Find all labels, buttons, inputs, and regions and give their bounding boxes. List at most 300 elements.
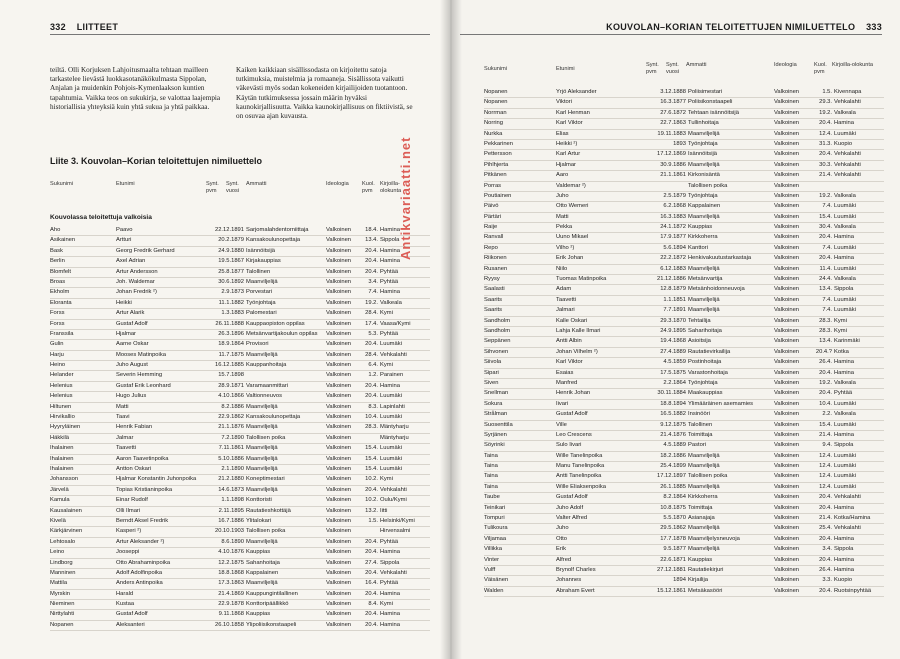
- table-row: [484, 88, 884, 98]
- table-row: [50, 382, 430, 392]
- table-row: [50, 444, 430, 454]
- cell-surname: Kausalainen: [50, 507, 82, 514]
- col-header-sukunimi: Sukunimi: [50, 181, 74, 187]
- left-running-head: LIITTEET: [76, 22, 119, 32]
- cell-firstname: Johan Fredrik ²): [116, 289, 157, 296]
- cell-surname: Saarits: [484, 307, 503, 314]
- cell-death: 20.4.: [819, 255, 832, 262]
- table-row: [50, 278, 430, 288]
- col-header-kuol-pvm: Kuol. pvm: [362, 181, 375, 194]
- cell-occupation: Maanviljelijä: [688, 452, 720, 459]
- cell-birth: 22.2.1872: [660, 255, 686, 262]
- cell-registered: Kymi: [834, 327, 847, 334]
- cell-death: 28.4.: [365, 310, 378, 317]
- cell-death: 20.4.: [819, 390, 832, 397]
- right-running-header: [460, 22, 882, 35]
- cell-occupation: Kauppanhoitaja: [246, 362, 287, 369]
- cell-registered: Mäntyharju: [380, 424, 409, 431]
- cell-occupation: Maanviljelijä: [688, 525, 720, 532]
- cell-registered: Mäntyharju: [380, 434, 409, 441]
- cell-registered: Hamina: [834, 535, 854, 542]
- col-header-synt-vuosi-r: Synt. vuosi: [666, 62, 680, 75]
- table-row: [50, 330, 430, 340]
- cell-death: 20.4.: [819, 151, 832, 158]
- cell-birth: 26.3.1896: [218, 330, 244, 337]
- cell-birth: 17.7.1878: [660, 535, 686, 542]
- col-header-kirjoilla: Kirjoilla-olokunta: [380, 181, 402, 194]
- cell-birth: 1.1.1898: [221, 497, 244, 504]
- cell-firstname: Heikki ²): [556, 140, 578, 147]
- cell-death: 20.4.?: [815, 348, 832, 355]
- cell-ideology: Valkoinen: [774, 525, 800, 532]
- cell-firstname: Aaro: [556, 172, 569, 179]
- cell-death: 20.4.: [819, 120, 832, 127]
- cell-ideology: Valkoinen: [774, 348, 800, 355]
- cell-birth: 16.3.1877: [660, 99, 686, 106]
- cell-firstname: Heikki: [116, 299, 132, 306]
- cell-ideology: Valkoinen: [774, 421, 800, 428]
- table-row: [50, 559, 430, 569]
- cell-surname: Taina: [484, 452, 498, 459]
- cell-surname: Ihalainen: [50, 445, 74, 452]
- table-row: [484, 462, 884, 472]
- cell-death: 20.4.: [365, 393, 378, 400]
- cell-registered: Vehkalahti: [834, 99, 861, 106]
- cell-occupation: Työnjohtaja: [688, 192, 718, 199]
- cell-occupation: Metsänvartijakoulun oppilas: [246, 330, 318, 337]
- cell-occupation: Maanviljelijä: [688, 296, 720, 303]
- table-row: [50, 247, 430, 257]
- cell-occupation: Kauppias: [688, 224, 713, 231]
- cell-occupation: Poliisikonstaapeli: [688, 99, 733, 106]
- cell-firstname: Karl Viktor: [556, 359, 583, 366]
- cell-registered: Vehkalahti: [380, 486, 407, 493]
- table-row: [50, 600, 430, 610]
- cell-firstname: Juho: [556, 525, 569, 532]
- cell-surname: Pihlhjerta: [484, 161, 509, 168]
- cell-firstname: Antton Oskari: [116, 465, 152, 472]
- cell-occupation: Maanviljelijä: [688, 546, 720, 553]
- cell-surname: Johansson: [50, 476, 79, 483]
- cell-firstname: Hjalmar Konstantin Juhonpoika: [116, 476, 197, 483]
- table-row: [484, 213, 884, 223]
- cell-registered: Hamina: [834, 431, 854, 438]
- cell-registered: Luumäki: [834, 400, 856, 407]
- cell-surname: Helenius: [50, 382, 73, 389]
- cell-firstname: Vilho ²): [556, 244, 575, 251]
- cell-death: 28.3.: [819, 317, 832, 324]
- cell-ideology: Valkoinen: [326, 278, 352, 285]
- cell-occupation: Talollinen: [246, 268, 271, 275]
- cell-ideology: Valkoinen: [774, 161, 800, 168]
- cell-registered: Sippola: [380, 559, 400, 566]
- cell-birth: 2.1.1890: [221, 465, 244, 472]
- table-row: [484, 514, 884, 524]
- cell-birth: 21.1.1861: [660, 172, 686, 179]
- cell-registered: Karinmäki: [834, 338, 860, 345]
- cell-surname: Asikainen: [50, 237, 76, 244]
- cell-firstname: Johan Vilhelm ²): [556, 348, 598, 355]
- cell-ideology: Valkoinen: [326, 414, 352, 421]
- cell-ideology: Valkoinen: [326, 559, 352, 566]
- cell-ideology: Valkoinen: [326, 507, 352, 514]
- cell-registered: Hamina: [380, 611, 400, 618]
- appendix-title: Liite 3. Kouvolan–Korian teloitettujen nimiluettelo: [50, 156, 263, 166]
- cell-ideology: Valkoinen: [326, 351, 352, 358]
- cell-firstname: Antti Tanelinpoika: [556, 473, 602, 480]
- cell-birth: 15.12.1861: [656, 587, 686, 594]
- cell-ideology: Valkoinen: [326, 268, 352, 275]
- cell-firstname: Gustaf Adolf: [556, 411, 588, 418]
- cell-occupation: Tullinhoitaja: [688, 120, 719, 127]
- cell-birth: 30.11.1884: [657, 390, 686, 397]
- cell-firstname: Erik Johan: [556, 255, 584, 262]
- cell-birth: 1894: [673, 577, 686, 584]
- cell-registered: Hamina: [380, 621, 400, 628]
- cell-ideology: Valkoinen: [326, 341, 352, 348]
- cell-death: 20.4.: [365, 247, 378, 254]
- cell-occupation: Kauppias: [246, 611, 271, 618]
- cell-ideology: Valkoinen: [774, 452, 800, 459]
- cell-occupation: Rautatieshkottäjä: [246, 507, 291, 514]
- cell-death: 1.5.: [822, 89, 832, 95]
- cell-firstname: Axel Adrian: [116, 258, 146, 265]
- cell-surname: Seppänen: [484, 338, 511, 345]
- cell-ideology: Valkoinen: [326, 237, 352, 244]
- left-running-header: [50, 22, 430, 35]
- cell-registered: Hamina: [380, 289, 400, 296]
- cell-birth: 2.11.1895: [218, 507, 244, 514]
- cell-surname: Ihalainen: [50, 465, 74, 472]
- cell-ideology: Valkoinen: [774, 140, 800, 147]
- cell-ideology: Valkoinen: [326, 569, 352, 576]
- cell-ideology: Valkoinen: [326, 372, 352, 379]
- cell-firstname: Kustaa: [116, 601, 135, 608]
- cell-occupation: Talollisen poika: [688, 182, 728, 189]
- cell-firstname: Otto Abrahaminpoika: [116, 559, 171, 566]
- cell-surname: Mattila: [50, 580, 68, 587]
- cell-occupation: Rautatievirkailija: [688, 348, 731, 355]
- cell-firstname: Artturi: [116, 237, 132, 244]
- cell-birth: 22.9.1878: [218, 601, 244, 608]
- cell-death: 21.4.: [819, 172, 832, 179]
- cell-ideology: Valkoinen: [774, 89, 800, 95]
- table-row: [484, 493, 884, 503]
- cell-surname: Vulff: [484, 566, 496, 573]
- table-row: [484, 556, 884, 566]
- cell-birth: 6.2.1868: [663, 203, 686, 210]
- cell-registered: Kotka/Hamina: [834, 515, 871, 522]
- table-row: [484, 431, 884, 441]
- table-row: [50, 527, 430, 537]
- cell-surname: Pettersson: [484, 151, 512, 158]
- cell-death: 19.2.: [819, 192, 832, 199]
- cell-birth: 8.2.1886: [221, 403, 244, 410]
- cell-death: 20.4.: [819, 369, 832, 376]
- cell-occupation: Talollisen poika: [688, 473, 728, 480]
- cell-birth: 22.6.1871: [660, 556, 686, 563]
- cell-birth: 27.6.1872: [660, 109, 686, 116]
- cell-ideology: Valkoinen: [326, 465, 352, 472]
- cell-registered: Kuopio: [834, 577, 853, 584]
- cell-surname: Nopanen: [484, 99, 508, 106]
- cell-birth: 2.2.1864: [663, 379, 686, 386]
- cell-birth: 19.11.1883: [657, 130, 686, 137]
- cell-registered: Hamina: [834, 120, 854, 127]
- cell-death: 1.2.: [368, 372, 378, 379]
- table-row: [484, 306, 884, 316]
- cell-ideology: Valkoinen: [774, 442, 800, 449]
- cell-firstname: Henrik Johan: [556, 390, 591, 397]
- cell-firstname: Hugo Julius: [116, 393, 147, 400]
- cell-registered: Luumäki: [380, 465, 402, 472]
- table-row: [484, 265, 884, 275]
- cell-firstname: Lahja Kalle Ilmari: [556, 327, 601, 334]
- cell-death: 16.4.: [365, 580, 378, 587]
- cell-registered: Hamina: [834, 255, 854, 262]
- cell-death: 13.4.: [819, 286, 832, 293]
- cell-occupation: Isännöitsijä: [688, 151, 718, 158]
- cell-surname: Saarits: [484, 296, 503, 303]
- intro-column-1: teiltä. Olli Korjuksen Lahjoitusmaalta tehtaan mailleen tarkastelee lievästä luokkasotanäkökulmasta Sippolan, Anjalan ja muidenkin Pohjois-Kymenlaakson kuntien tapahtumia. Vaikka teos on sukukirja, se valottaa laajempia historiallisia yhteyksiä kuin yhtä sukua ja yhtä paikkaa.: [50, 66, 221, 111]
- cell-firstname: Harald: [116, 590, 134, 597]
- table-row: [484, 358, 884, 368]
- cell-ideology: Valkoinen: [774, 369, 800, 376]
- cell-ideology: Valkoinen: [326, 445, 352, 452]
- cell-ideology: Valkoinen: [774, 577, 800, 584]
- cell-firstname: Henrik Fabian: [116, 424, 153, 431]
- cell-surname: Sipari: [484, 369, 499, 376]
- table-row: [50, 465, 430, 475]
- section-title: Kouvolassa teloitettuja valkoisia: [50, 214, 152, 221]
- cell-surname: Sokura: [484, 400, 503, 407]
- cell-ideology: Valkoinen: [774, 400, 800, 407]
- cell-occupation: Tehtailija: [688, 317, 711, 324]
- cell-firstname: Juho: [556, 192, 569, 199]
- cell-surname: Väisänen: [484, 577, 509, 584]
- cell-birth: 11.1.1882: [218, 299, 244, 306]
- cell-surname: Manninen: [50, 569, 76, 576]
- cell-firstname: Karl Artur: [556, 151, 581, 158]
- cell-death: 21.4.: [819, 515, 832, 522]
- cell-death: 8.4.: [368, 601, 378, 608]
- cell-birth: 20.10.1903: [214, 528, 244, 535]
- cell-death: 28.4.: [365, 351, 378, 358]
- cell-registered: Vehkalahti: [834, 172, 861, 179]
- cell-firstname: Matti: [116, 403, 129, 410]
- cell-firstname: Matti: [556, 213, 569, 220]
- cell-birth: 30.6.1892: [218, 278, 244, 285]
- table-row: [484, 576, 884, 586]
- cell-birth: 9.5.1877: [663, 546, 686, 553]
- cell-surname: Lindborg: [50, 559, 73, 566]
- cell-ideology: Valkoinen: [326, 601, 352, 608]
- cell-death: 15.4.: [819, 421, 832, 428]
- cell-birth: 28.9.1871: [218, 382, 244, 389]
- cell-death: 24.4.: [819, 276, 832, 283]
- cell-ideology: Valkoinen: [326, 393, 352, 400]
- cell-birth: 18.8.1868: [218, 569, 244, 576]
- cell-registered: Vaasa/Kymi: [380, 320, 411, 327]
- cell-ideology: Valkoinen: [774, 494, 800, 501]
- cell-occupation: Työnjohtaja: [688, 379, 718, 386]
- cell-occupation: Kirjailija: [688, 577, 708, 584]
- table-row: [484, 545, 884, 555]
- cell-ideology: Valkoinen: [326, 299, 352, 306]
- cell-birth: 9.11.1868: [218, 611, 244, 618]
- table-row: [50, 268, 430, 278]
- cell-registered: Luumäki: [380, 445, 402, 452]
- cell-death: 28.3.: [819, 327, 832, 334]
- cell-firstname: Elias: [556, 130, 569, 137]
- cell-ideology: Valkoinen: [774, 234, 800, 241]
- cell-death: 27.4.: [365, 559, 378, 566]
- cell-birth: 22.7.1863: [660, 120, 686, 127]
- table-row: [50, 507, 430, 517]
- cell-firstname: Manu Tanelinpoika: [556, 463, 605, 470]
- cell-ideology: Valkoinen: [774, 504, 800, 511]
- cell-birth: 5.10.1886: [218, 455, 244, 462]
- cell-surname: Päivö: [484, 203, 499, 210]
- cell-death: 10.2.: [365, 497, 378, 504]
- cell-ideology: Valkoinen: [774, 317, 800, 324]
- cell-death: 7.4.: [822, 296, 832, 303]
- table-row: [50, 403, 430, 413]
- cell-registered: Luumäki: [834, 483, 856, 490]
- cell-ideology: Valkoinen: [774, 151, 800, 158]
- cell-firstname: Valter Alfred: [556, 515, 588, 522]
- cell-surname: Ihalainen: [50, 455, 74, 462]
- cell-firstname: Juho August: [116, 362, 148, 369]
- table-row: [484, 410, 884, 420]
- cell-firstname: Brynolf Charles: [556, 566, 596, 573]
- cell-occupation: Kansakoulunopettaja: [246, 414, 301, 421]
- cell-ideology: Valkoinen: [774, 473, 800, 480]
- cell-occupation: Kirjakauppias: [246, 258, 281, 265]
- cell-occupation: Insinööri: [688, 411, 710, 418]
- cell-occupation: Maanviljelijä: [688, 483, 720, 490]
- cell-birth: 21.4.1869: [218, 590, 244, 597]
- cell-registered: Luumäki: [834, 213, 856, 220]
- left-column-headers: [50, 181, 430, 197]
- cell-registered: Iitti: [380, 507, 388, 514]
- right-table: [484, 88, 884, 597]
- cell-death: 3.4.: [822, 546, 832, 553]
- table-row: [484, 171, 884, 181]
- cell-death: 20.4.: [365, 569, 378, 576]
- cell-registered: Vehkalahti: [834, 525, 861, 532]
- cell-firstname: Uuno Mikael: [556, 234, 589, 241]
- cell-registered: Hirvensalmi: [380, 528, 411, 535]
- cell-birth: 20.2.1879: [218, 237, 244, 244]
- table-row: [50, 340, 430, 350]
- cell-firstname: Gustaf Adolf: [556, 494, 588, 501]
- cell-firstname: Jalmar: [116, 434, 134, 441]
- cell-registered: Parainen: [380, 372, 404, 379]
- table-row: [484, 119, 884, 129]
- cell-birth: 17.5.1875: [660, 369, 686, 376]
- cell-firstname: Adam: [556, 286, 572, 293]
- cell-birth: 26.11.1888: [215, 320, 244, 327]
- intro-column-2: Kaiken kaikkiaan sisällissodasta on kirjoitettu satoja tutkimuksia, muistelmia ja romaaneja. Sisällissota vaikutti väkevästi myös sodan kokeneiden kirjailijoiden tuotantoon. Käytän tutkimuksessa jossain määrin hyväksi kaunokirjallisuutta. Vaikka kaunokirjallisuus on fiktiivistä, se on osuvaa ajan kuvausta.: [236, 66, 413, 121]
- cell-surname: Blomfelt: [50, 268, 71, 275]
- cell-firstname: Georg Fredrik Gerhard: [116, 247, 175, 254]
- cell-occupation: Maanviljelijä: [688, 463, 720, 470]
- cell-ideology: Valkoinen: [774, 307, 800, 314]
- cell-surname: Harju: [50, 351, 64, 358]
- cell-firstname: Berndt Aksel Fredrik: [116, 517, 169, 524]
- cell-death: 20.4.: [819, 234, 832, 241]
- col-header-ammatti-r: Ammatti: [686, 62, 707, 68]
- cell-death: 20.4.: [819, 504, 832, 511]
- cell-firstname: Niilo: [556, 265, 568, 272]
- table-row: [484, 379, 884, 389]
- col-header-ammatti: Ammatti: [246, 181, 267, 187]
- cell-registered: Valkeala: [834, 109, 856, 116]
- cell-occupation: Kirkkoherra: [688, 234, 718, 241]
- cell-registered: Hamina: [834, 556, 854, 563]
- cell-firstname: Karl Viktor: [556, 120, 583, 127]
- cell-death: 19.2.: [365, 299, 378, 306]
- cell-occupation: Palomestari: [246, 310, 277, 317]
- right-column-headers: [484, 62, 884, 78]
- cell-death: 31.3.: [819, 140, 832, 147]
- cell-registered: Hamina: [380, 382, 400, 389]
- table-row: [50, 320, 430, 330]
- cell-birth: 16.5.1882: [660, 411, 686, 418]
- cell-death: 3.3.: [822, 577, 832, 584]
- cell-registered: Valkeala: [834, 192, 856, 199]
- cell-registered: Hamina: [380, 258, 400, 265]
- cell-surname: Walden: [484, 587, 504, 594]
- cell-surname: Forss: [50, 310, 65, 317]
- cell-ideology: Valkoinen: [326, 538, 352, 545]
- cell-ideology: Valkoinen: [326, 247, 352, 254]
- cell-death: 9.4.: [822, 442, 832, 449]
- cell-death: 20.4.: [365, 486, 378, 493]
- cell-occupation: Maanviljelijä: [246, 465, 278, 472]
- cell-ideology: Valkoinen: [774, 296, 800, 303]
- cell-registered: Luumäki: [834, 203, 856, 210]
- cell-occupation: Varamaanmittari: [246, 382, 289, 389]
- cell-surname: Sandholm: [484, 317, 511, 324]
- cell-surname: Nopanen: [484, 89, 508, 95]
- cell-registered: Luumäki: [834, 296, 856, 303]
- cell-surname: Raije: [484, 224, 498, 231]
- cell-death: 15.4.: [365, 465, 378, 472]
- cell-birth: 25.8.1877: [218, 268, 244, 275]
- cell-occupation: Kirkonisäntä: [688, 172, 720, 179]
- cell-occupation: Maanviljelijä: [246, 455, 278, 462]
- cell-surname: Eloranta: [50, 299, 72, 306]
- cell-occupation: Maanviljelijä: [246, 278, 278, 285]
- table-row: [50, 236, 430, 246]
- col-header-etunimi-r: Etunimi: [556, 66, 575, 72]
- watermark: Antikvariaatti.net: [398, 136, 413, 260]
- cell-ideology: Valkoinen: [774, 109, 800, 116]
- cell-registered: Vehkalahti: [380, 351, 407, 358]
- cell-firstname: Kasperi ²): [116, 528, 142, 535]
- cell-birth: 17.12.1897: [656, 473, 686, 480]
- cell-firstname: Pekka: [556, 224, 573, 231]
- cell-occupation: Maanviljelijä: [246, 580, 278, 587]
- cell-birth: 25.4.1899: [660, 463, 686, 470]
- cell-ideology: Valkoinen: [774, 130, 800, 137]
- cell-ideology: Valkoinen: [326, 517, 352, 524]
- cell-death: 20.4.: [365, 268, 378, 275]
- cell-occupation: Varastonhoitaja: [688, 369, 728, 376]
- table-row: [50, 569, 430, 579]
